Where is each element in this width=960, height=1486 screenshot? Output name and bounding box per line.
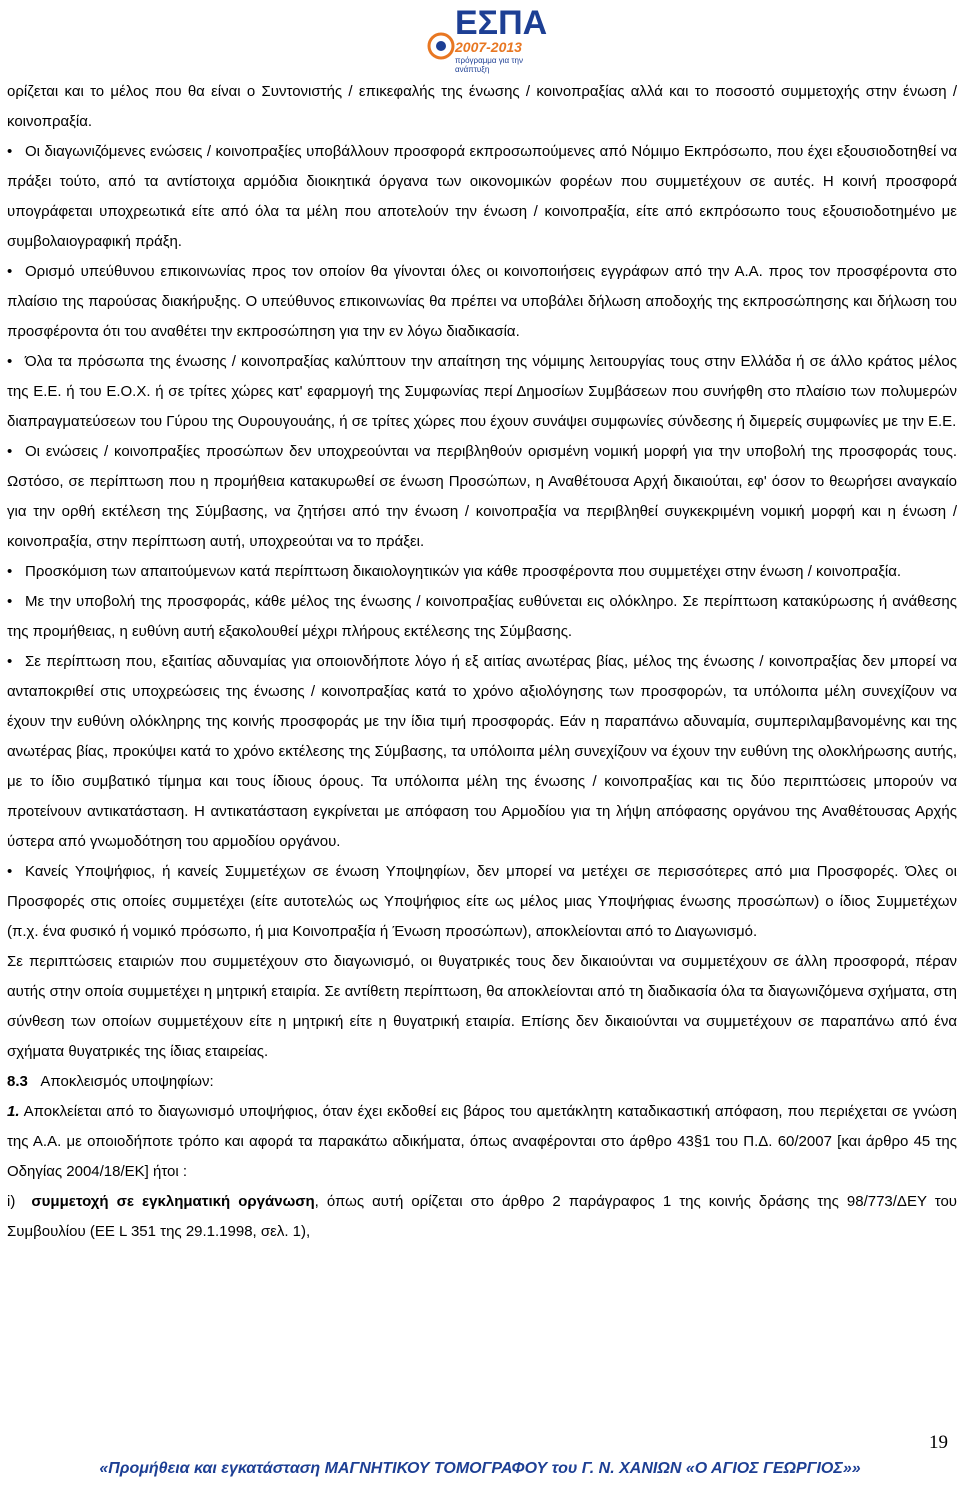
bullet-icon: • — [7, 263, 13, 280]
sub-item — [7, 1187, 957, 1247]
section-number: 8.3 — [7, 1073, 28, 1090]
bullet-text: Οι διαγωνιζόμενες ενώσεις / κοινοπραξίες υποβάλλουν προσφορά εκπροσωπούμενες από Νόμιμο Εκπρόσωπο, που έχει εξουσιοδοτηθεί να πράξει τούτο, από τα αντίστοιχα αρμόδια διοικητικά όργανα των οικονομικών φορέων που συμμετέχουν σε αυτές. Η κοινή προσφορά υπογράφεται υποχρεωτικά είτε από όλα τα μέλη που αποτελούν την ένωση / κοινοπραξία, είτε από εκπρόσωπο τους εξουσιοδοτημένο με συμβολαιογραφική πράξη. — [7, 143, 957, 250]
item-number: 1. — [7, 1103, 20, 1120]
sub-item-label: i) — [7, 1193, 16, 1210]
bullet-icon: • — [7, 353, 13, 370]
stars-icon — [427, 32, 455, 60]
section-heading — [7, 1067, 957, 1097]
bullet-item — [7, 437, 957, 557]
bullet-item — [7, 137, 957, 257]
bullet-icon: • — [7, 563, 13, 580]
bullet-text: Κανείς Υποψήφιος, ή κανείς Συμμετέχων σε ένωση Υποψηφίων, δεν μπορεί να μετέχει σε περισσότερες από μια Προσφορές. Όλες οι Προσφορές στις οποίες συμμετέχει (είτε αυτοτελώς ως Υποψήφιος είτε ως μέλος μιας Υποψήφιας ένωσης προσώπων) ο ίδιος Συμμετέχων (π.χ. ένα φυσικό ή νομικό πρόσωπο, ή μια Κοινοπραξία ή Ένωση προσώπων), αποκλείονται από το Διαγωνισμό. — [7, 863, 957, 940]
bullet-icon: • — [7, 863, 13, 880]
bullet-item — [7, 647, 957, 857]
bullet-text: Ορισμό υπεύθυνου επικοινωνίας προς τον οποίον θα γίνονται όλες οι κοινοποιήσεις εγγράφων από την Α.Α. προς τον προσφέροντα στο πλαίσιο της παρούσας διακήρυξης. Ο υπεύθυνος επικοινωνίας θα πρέπει να υποβάλει δήλωση αποδοχής της εκπροσώπησης και δήλωση του προσφέροντα ότι του αναθέτει την εκπροσώπηση για την εν λόγω διαδικασία. — [7, 263, 957, 340]
page-number: 19 — [929, 1432, 948, 1453]
sub-item-text: , όπως αυτή ορίζεται στο άρθρο 2 παράγραφος 1 της κοινής δράσης της 98/773/ΔΕΥ του Συμβουλίου (ΕΕ L 351 της 29.1.1998, σελ. 1), — [7, 1193, 957, 1240]
logo-years: 2007-2013 — [455, 39, 522, 55]
document-body — [7, 77, 957, 1247]
item-text: Αποκλείεται από το διαγωνισμό υποψήφιος, όταν έχει εκδοθεί εις βάρος του αμετάκλητη καταδικαστική απόφαση, που περιέχεται σε γνώση της Α.Α. με οποιοδήποτε τρόπο και αφορά τα παρακάτω αδικήματα, όπως αναφέρονται στο άρθρο 43§1 του Π.Δ. 60/2007 [και άρθρο 45 της Οδηγίας 2004/18/ΕΚ] ήτοι : — [7, 1103, 957, 1180]
espa-logo — [425, 4, 548, 74]
page-footer: «Προμήθεια και εγκατάσταση ΜΑΓΝΗΤΙΚΟΥ ΤΟΜΟΓΡΑΦΟΥ του Γ. Ν. ΧΑΝΙΩΝ «Ο ΑΓΙΟΣ ΓΕΩΡΓΙΟΣ»» — [99, 1460, 861, 1477]
bullet-text: Όλα τα πρόσωπα της ένωσης / κοινοπραξίας καλύπτουν την απαίτηση της νόμιμης λειτουργίας τους στην Ελλάδα ή σε άλλο κράτος μέλος της Ε.Ε. ή του Ε.Ο.Χ. ή σε τρίτες χώρες κατ' εφαρμογή της Συμφωνίας περί Δημοσίων Συμβάσεων που συνήφθη στο πλαίσιο των πολυμερών διαπραγματεύσεων του Γύρου της Ουρουγουάης, ή σε τρίτες χώρες που έχουν συνάψει συμφωνίες σύνδεσης ή διμερείς συμφωνίες με την Ε.Ε. — [7, 353, 957, 430]
bullet-icon: • — [7, 143, 13, 160]
bullet-item — [7, 557, 957, 587]
bullet-text: Σε περίπτωση που, εξαιτίας αδυναμίας για οποιονδήποτε λόγο ή εξ αιτίας ανωτέρας βίας, μέλος της ένωσης / κοινοπραξίας δεν μπορεί να ανταποκριθεί στις υποχρεώσεις της ένωσης / κοινοπραξίας κατά το χρόνο αξιολόγησης των προσφορών, τα υπόλοιπα μέλη συνεχίζουν να έχουν την ευθύνη ολόκληρης της κοινής προσφοράς με την ίδια τιμή προσφοράς. Εάν η παραπάνω αδυναμία, συμπεριλαμβανομένης και της ανωτέρας βίας, προκύψει κατά το χρόνο εκτέλεσης της Σύμβασης, τα υπόλοιπα μέλη συνεχίζουν να έχουν την ευθύνη της ολοκλήρωσης αυτής, με το ίδιο συμβατικό τίμημα και τους ίδιους όρους. Τα υπόλοιπα μέλη της ένωσης / κοινοπραξίας και τις δύο περιπτώσεις μπορούν να προτείνουν αντικατάσταση. Η αντικατάσταση εγκρίνεται με απόφαση του Αρμοδίου για τη λήψη απόφασης οργάνου της Αναθέτουσας Αρχής ύστερα από γνωμοδότηση του αρμοδίου οργάνου. — [7, 653, 957, 850]
bullet-item — [7, 587, 957, 647]
bullet-text: Οι ενώσεις / κοινοπραξίες προσώπων δεν υποχρεούνται να περιβληθούν ορισμένη νομική μορφή για την υποβολή της προσφοράς τους. Ωστόσο, σε περίπτωση που η προμήθεια κατακυρωθεί σε ένωση Προσώπων, η Αναθέτουσα Αρχή δικαιούται, εφ' όσον το θεωρήσει αναγκαίο για την ορθή εκτέλεση της Σύμβασης, να ζητήσει από την ένωση / κοινοπραξία να περιβληθεί συγκεκριμένη νομική μορφή και η ένωση / κοινοπραξία, στην περίπτωση αυτή, υποχρεούται να το πράξει. — [7, 443, 957, 550]
bullet-item — [7, 257, 957, 347]
bullet-item — [7, 347, 957, 437]
logo-subtitle: πρόγραμμα για την ανάπτυξη — [455, 56, 523, 74]
numbered-item — [7, 1097, 957, 1187]
bullet-icon: • — [7, 443, 13, 460]
sub-item-bold: συμμετοχή σε εγκληματική οργάνωση — [31, 1193, 315, 1210]
bullet-text: Με την υποβολή της προσφοράς, κάθε μέλος της ένωσης / κοινοπραξίας ευθύνεται εις ολόκληρο. Σε περίπτωση κατακύρωσης ή ανάθεσης της προμήθειας, η ευθύνη αυτή εξακολουθεί μέχρι πλήρους εκτέλεσης της Σύμβασης. — [7, 593, 957, 640]
bullet-icon: • — [7, 593, 13, 610]
paragraph: ορίζεται και το μέλος που θα είναι ο Συντονιστής / επικεφαλής της ένωσης / κοινοπραξίας αλλά και το ποσοστό συμμετοχής στην ένωση /κοινοπραξία. — [7, 83, 957, 130]
paragraph: Σε περιπτώσεις εταιριών που συμμετέχουν στο διαγωνισμό, οι θυγατρικές τους δεν δικαιούνται να συμμετέχουν σε άλλη προσφορά, πέραν αυτής στην οποία συμμετέχει η μητρική εταιρία. Σε αντίθετη περίπτωση, θα αποκλείονται από τη διαδικασία όλα τα διαγωνιζόμενα σχήματα, στη σύνθεση των οποίων συμμετέχουν είτε η μητρική είτε η θυγατρική εταιρία. Επίσης δεν δικαιούνται να συμμετέχουν σε παραπάνω από ένα σχήματα θυγατρικές της ίδιας εταιρείας. — [7, 953, 957, 1060]
bullet-icon: • — [7, 653, 13, 670]
bullet-text: Προσκόμιση των απαιτούμενων κατά περίπτωση δικαιολογητικών για κάθε προσφέροντα που συμμετέχει στην ένωση / κοινοπραξία. — [25, 563, 902, 580]
section-title: Αποκλεισμός υποψηφίων: — [40, 1073, 214, 1090]
logo-title: ΕΣΠΑ — [455, 4, 548, 42]
bullet-item — [7, 857, 957, 947]
